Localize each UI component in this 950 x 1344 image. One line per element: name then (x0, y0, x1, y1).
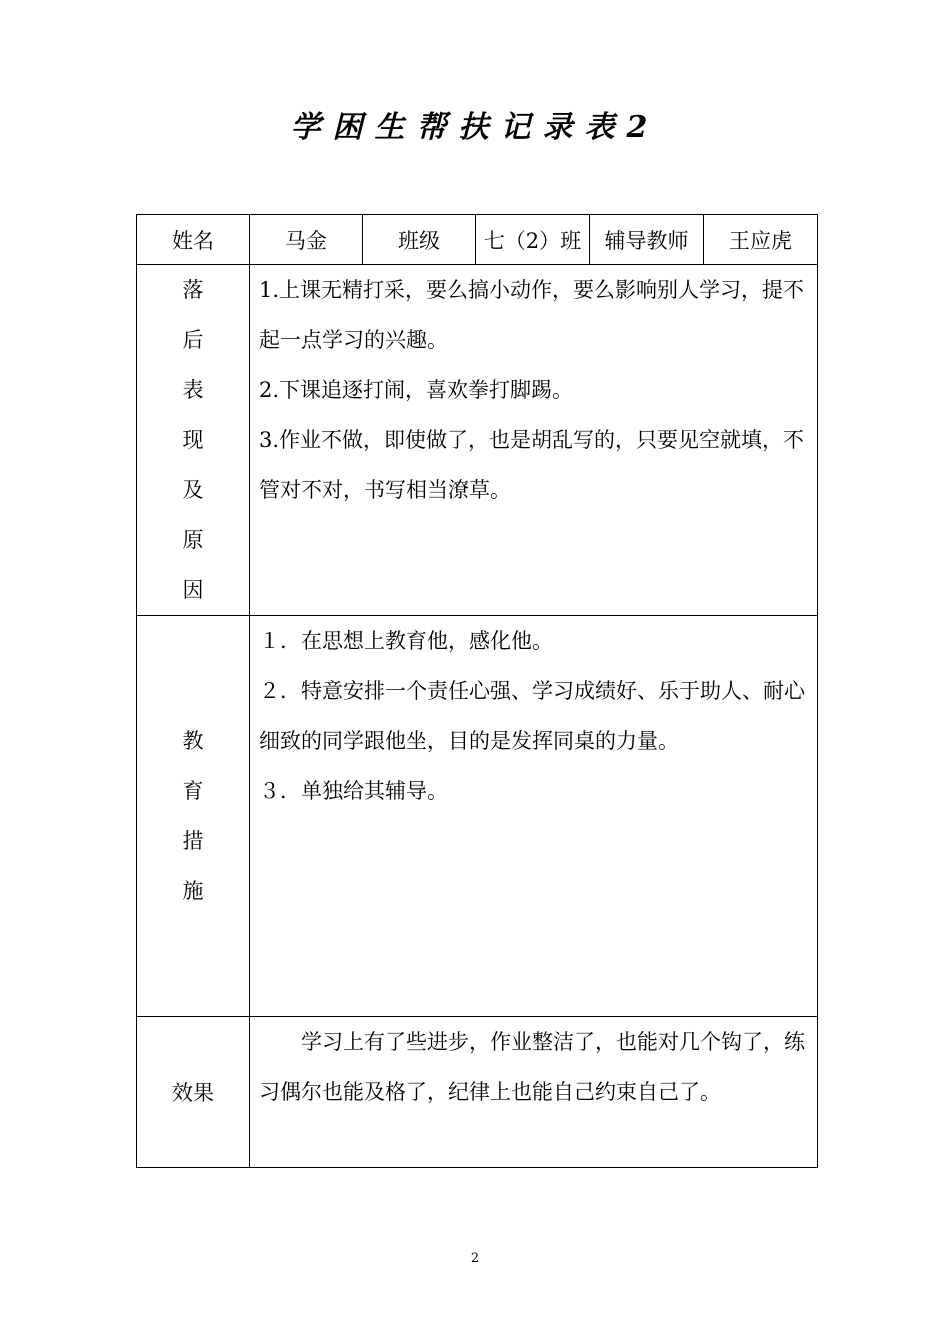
class-label: 班级 (363, 215, 476, 265)
label-char: 措 (182, 829, 204, 853)
label-char: 后 (182, 328, 204, 352)
effect-text: 学习上有了些进步，作业整洁了，也能对几个钩了，练习偶尔也能及格了，纪律上也能自己约束自己了。 (259, 1030, 805, 1104)
record-table (136, 214, 818, 1168)
label-char: 教 (182, 729, 204, 753)
measures-line: ２．特意安排一个责任心强、学习成绩好、乐于助人、耐心细致的同学跟他坐，目的是发挥同桌的力量。 (259, 679, 805, 753)
teacher-label: 辅导教师 (590, 215, 704, 265)
measures-content (250, 616, 818, 1017)
measures-line: ３．单独给其辅导。 (259, 779, 448, 803)
section-behavior-row (137, 265, 818, 616)
header-row (137, 215, 818, 265)
section-effect-row (137, 1017, 818, 1168)
label-char: 及 (182, 478, 204, 502)
page-number: 2 (470, 1251, 480, 1266)
page-title: 学困生帮扶记录表2 (290, 110, 660, 145)
behavior-label (137, 265, 250, 616)
effect-label: 效果 (137, 1017, 250, 1168)
label-char: 因 (182, 578, 204, 602)
label-char: 施 (182, 879, 204, 903)
label-char: 现 (182, 428, 204, 452)
section-measures-row (137, 616, 818, 1017)
measures-line: １．在思想上教育他，感化他。 (259, 629, 553, 653)
effect-content (250, 1017, 818, 1168)
label-char: 落 (182, 278, 204, 302)
label-char: 原 (182, 528, 204, 552)
behavior-line: 2.下课追逐打闹，喜欢拳打脚踢。 (259, 378, 574, 402)
teacher-value: 王应虎 (704, 215, 818, 265)
measures-label (137, 616, 250, 1017)
label-char: 表 (182, 378, 204, 402)
behavior-line: 1.上课无精打采，要么搞小动作，要么影响别人学习，提不起一点学习的兴趣。 (259, 278, 805, 352)
class-value: 七（2）班 (476, 215, 590, 265)
name-label: 姓名 (137, 215, 250, 265)
label-char: 育 (182, 779, 204, 803)
behavior-content (250, 265, 818, 616)
name-value: 马金 (250, 215, 363, 265)
behavior-line: 3.作业不做，即使做了，也是胡乱写的，只要见空就填，不管对不对，书写相当潦草。 (259, 428, 805, 502)
